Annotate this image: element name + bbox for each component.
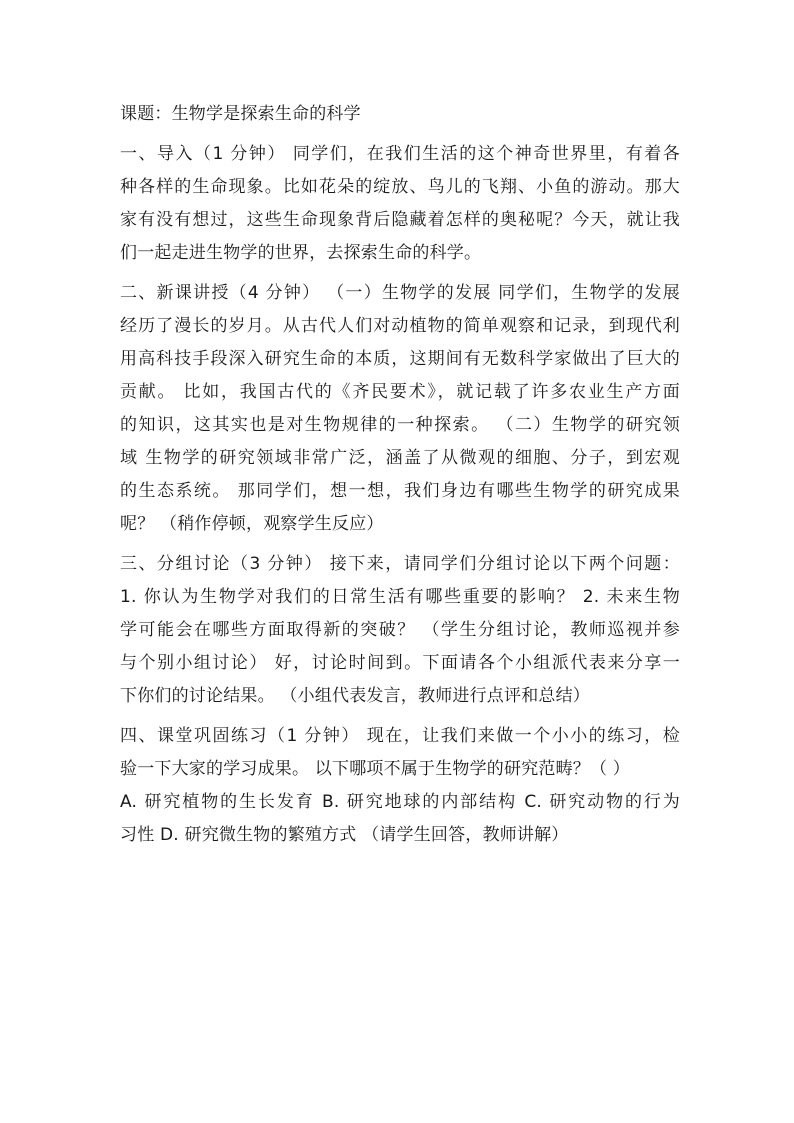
paragraph-line: 二、新课讲授（4 分钟） （一）生物学的发展 同学们，生物学的发展: [120, 283, 680, 303]
paragraph-line: 们一起走进生物学的世界，去探索生命的科学。: [120, 243, 482, 263]
paragraph-line: 呢？ （稍作停顿，观察学生反应）: [120, 514, 384, 534]
paragraph-line: 习性 D. 研究微生物的繁殖方式 （请学生回答，教师讲解）: [120, 825, 569, 845]
paragraph-line: 的生态系统。 那同学们，想一想，我们身边有哪些生物学的研究成果: [120, 481, 680, 501]
paragraph-gap: [120, 713, 680, 720]
document-body: [120, 98, 680, 852]
paragraph-gap: [120, 131, 680, 138]
paragraph-line: 学可能会在哪些方面取得新的突破？ （学生分组讨论，教师巡视并参: [120, 620, 680, 640]
paragraph-line: A. 研究植物的生长发育 B. 研究地球的内部结构 C. 研究动物的行为: [120, 792, 680, 812]
paragraph-line: 一、导入（1 分钟） 同学们，在我们生活的这个神奇世界里，有着各: [120, 144, 680, 164]
paragraph-line: 贡献。 比如，我国古代的《齐民要术》，就记载了许多农业生产方面: [120, 382, 680, 402]
paragraph-line: 用高科技手段深入研究生命的本质，这期间有无数科学家做出了巨大的: [120, 349, 680, 369]
paragraph-line: 四、课堂巩固练习（1 分钟） 现在，让我们来做一个小小的练习，检: [120, 726, 680, 746]
paragraph-gap: [120, 541, 680, 548]
paragraph-line: 域 生物学的研究领域非常广泛，涵盖了从微观的细胞、分子，到宏观: [120, 448, 680, 468]
paragraph-line: 验一下大家的学习成果。 以下哪项不属于生物学的研究范畴？（ ）: [120, 759, 631, 779]
paragraph-line: 家有没有想过，这些生命现象背后隐藏着怎样的奥秘呢？今天，就让我: [120, 210, 680, 230]
paragraph-line: 1. 你认为生物学对我们的日常生活有哪些重要的影响？ 2. 未来生物: [120, 587, 680, 607]
document-title: 课题：生物学是探索生命的科学: [120, 104, 361, 124]
paragraph-gap: [120, 270, 680, 277]
paragraph-line: 三、分组讨论（3 分钟） 接下来，请同学们分组讨论以下两个问题：: [120, 554, 680, 574]
paragraph-line: 种各样的生命现象。比如花朵的绽放、鸟儿的飞翔、小鱼的游动。那大: [120, 177, 680, 197]
paragraph-line: 经历了漫长的岁月。从古代人们对动植物的简单观察和记录，到现代利: [120, 316, 680, 336]
paragraph-line: 的知识，这其实也是对生物规律的一种探索。 （二）生物学的研究领: [120, 415, 680, 435]
paragraph-line: 与个别小组讨论） 好，讨论时间到。下面请各个小组派代表来分享一: [120, 653, 680, 673]
paragraph-line: 下你们的讨论结果。 （小组代表发言，教师进行点评和总结）: [120, 686, 591, 706]
